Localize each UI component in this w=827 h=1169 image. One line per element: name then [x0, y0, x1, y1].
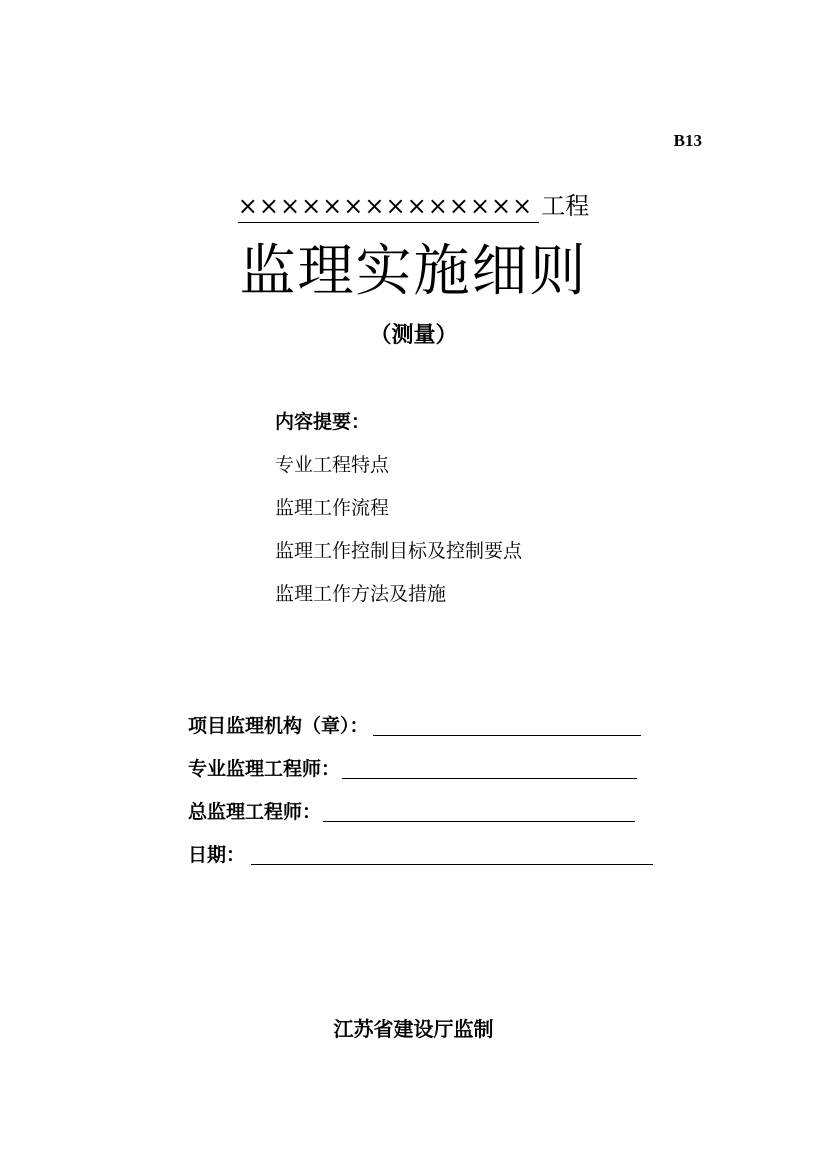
signature-row-specialist-engineer [188, 753, 698, 783]
supervision-agency-field[interactable] [373, 711, 641, 736]
signature-block [188, 710, 698, 882]
date-field[interactable] [251, 840, 653, 865]
signature-label: 专业监理工程师： [188, 758, 341, 780]
issuer-footer: 江苏省建设厅监制 [333, 1017, 494, 1041]
signature-label: 日期： [188, 844, 246, 866]
project-suffix: 工程 [541, 192, 590, 220]
contents-item: 监理工作方法及措施 [275, 583, 447, 605]
signature-label: 总监理工程师： [188, 801, 322, 823]
contents-item: 监理工作控制目标及控制要点 [275, 540, 523, 562]
contents-item: 监理工作流程 [275, 497, 390, 519]
signature-label: 项目监理机构（章）： [188, 715, 369, 737]
signature-row-supervision-agency [188, 710, 698, 740]
chief-engineer-field[interactable] [323, 797, 635, 822]
signature-row-chief-engineer [188, 796, 698, 826]
document-subtitle: （测量） [369, 322, 458, 348]
contents-heading: 内容提要： [275, 411, 371, 433]
project-name-line [0, 190, 827, 223]
project-name-field[interactable]: ×××××××××××××× [238, 190, 540, 223]
signature-row-date [188, 839, 698, 869]
document-title: 监理实施细则 [239, 239, 588, 304]
specialist-engineer-field[interactable] [342, 754, 637, 779]
contents-item: 专业工程特点 [275, 454, 390, 476]
form-code: B13 [673, 131, 702, 150]
contents-summary [275, 408, 695, 623]
